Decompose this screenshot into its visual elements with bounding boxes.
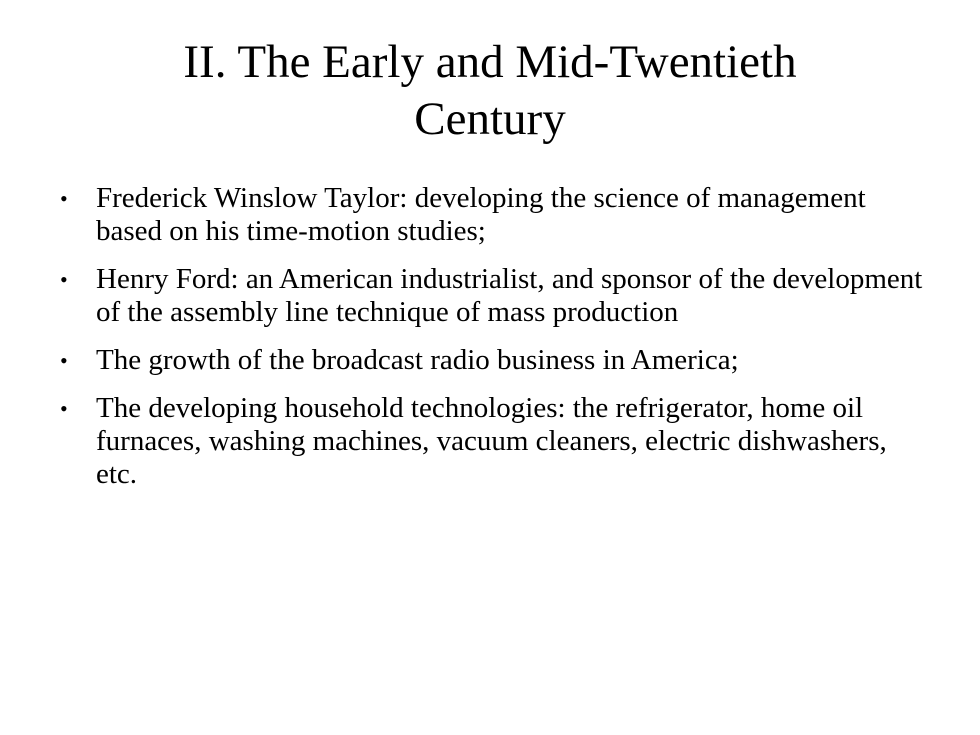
bullet-item-radio [60,344,930,377]
slide-title-line-1: II. The Early and Mid-Twentieth [183,36,797,88]
slide-title-line-2: Century [414,93,566,145]
bullet-dot-icon: • [60,267,68,292]
bullet-text: Frederick Winslow Taylor: developing the science of management based on his time-motion studies; [96,182,866,247]
bullet-text: The developing household technologies: the refrigerator, home oil furnaces, washing machines, vacuum cleaners, electric dishwashers, etc. [96,392,887,490]
bullet-item-taylor [60,182,930,248]
bullet-dot-icon: • [60,186,68,211]
slide-title [60,34,920,148]
bullet-item-ford [60,263,930,329]
bullet-item-household [60,392,930,491]
bullet-dot-icon: • [60,348,68,373]
bullet-text: The growth of the broadcast radio business in America; [96,344,739,376]
bullet-dot-icon: • [60,396,68,421]
bullet-text: Henry Ford: an American industrialist, and sponsor of the development of the assembly line technique of mass production [96,263,923,328]
bullet-list [60,182,930,506]
